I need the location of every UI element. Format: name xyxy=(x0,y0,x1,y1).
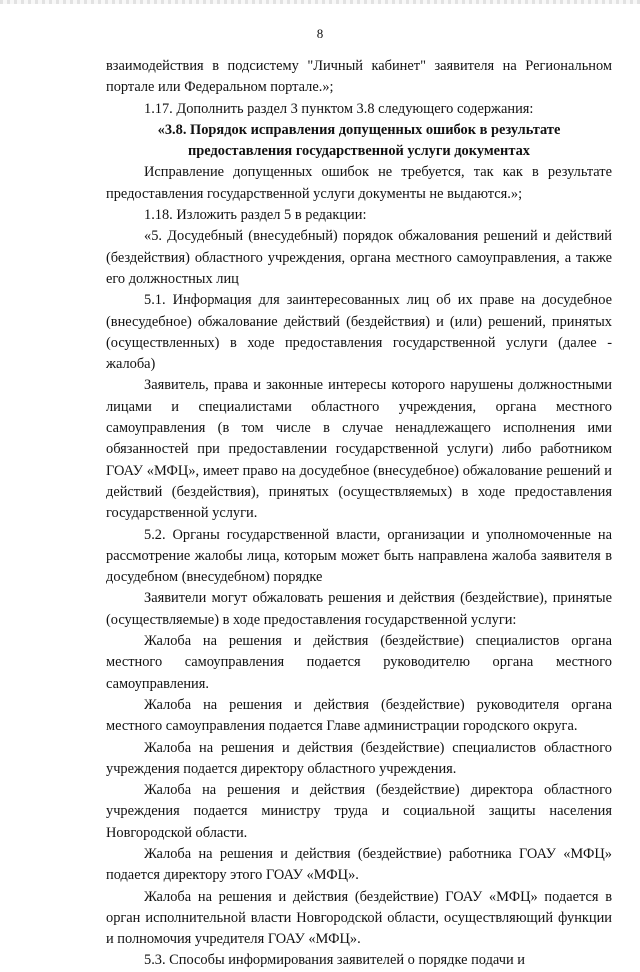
paragraph-item-1-17: 1.17. Дополнить раздел 3 пунктом 3.8 следующего содержания: xyxy=(144,100,534,117)
paragraph-5-2-heading: 5.2. Органы государственной власти, организации и уполномоченные на рассмотрение жалобы лица, которым может быть направлена жалоба заявителя в досудебном (внесудебном) порядке xyxy=(106,526,612,586)
section-heading-5: «5. Досудебный (внесудебный) порядок обжалования решений и действий (бездействия) областного учреждения, органа местного самоуправления, а также его должностных лиц xyxy=(106,228,612,287)
paragraph-5-1-text: Заявитель, права и законные интересы которого нарушены должностными лицами и специалистами областного учреждения, органа местного самоуправления (в том числе в случае ненадлежащего исполнения ими обязанностей при предоставлении государственной услуги) либо работником ГОАУ «МФЦ», имеет право на досудебное (внесудебное) обжалование решений и действий (бездействия), принятых (осуществляемых) в ходе предоставления государственной услуги. xyxy=(106,377,612,522)
scan-edge-artifact xyxy=(0,0,640,4)
paragraph-complaint-1: Жалоба на решения и действия (бездействие) специалистов органа местного самоуправления подается руководителю органа местного самоуправления. xyxy=(106,633,612,692)
paragraph-continuation: взаимодействия в подсистему "Личный кабинет" заявителя на Региональном портале или Федеральном портале.»; xyxy=(106,58,612,96)
paragraph-complaint-4: Жалоба на решения и действия (бездействие) директора областного учреждения подается министру труда и социальной защиты населения Новгородской области. xyxy=(106,782,612,841)
page-number: 8 xyxy=(316,26,324,41)
paragraph-complaint-2: Жалоба на решения и действия (бездействие) руководителя органа местного самоуправления подается Главе администрации городского округа. xyxy=(106,696,612,735)
paragraph-5-3-heading: 5.3. Способы информирования заявителей о порядке подачи и xyxy=(144,952,525,969)
paragraph-complaint-5: Жалоба на решения и действия (бездействие) работника ГОАУ «МФЦ» подается директору этого ГОАУ «МФЦ». xyxy=(106,845,612,884)
section-heading-3-8: «3.8. Порядок исправления допущенных ошибок в результате предоставления государственной услуги документах xyxy=(157,121,561,160)
paragraph-5-1-heading: 5.1. Информация для заинтересованных лиц об их праве на досудебное (внесудебное) обжалование действий (бездействия) и (или) решений, принятых (осуществленных) в ходе предоставления государственной услуги (далее - жалоба) xyxy=(106,292,612,373)
paragraph-complaint-3: Жалоба на решения и действия (бездействие) специалистов областного учреждения подается директору областного учреждения. xyxy=(106,739,612,777)
paragraph-item-1-18: 1.18. Изложить раздел 5 в редакции: xyxy=(144,207,367,224)
paragraph-5-2-text: Заявители могут обжаловать решения и действия (бездействие), принятые (осуществляемые) в ходе предоставления государственной услуги: xyxy=(106,590,612,628)
paragraph-3-8-text: Исправление допущенных ошибок не требуется, так как в результате предоставления государственной услуги документы не выдаются.»; xyxy=(106,164,612,202)
paragraph-complaint-6: Жалоба на решения и действия (бездействие) ГОАУ «МФЦ» подается в орган исполнительной власти Новгородской области, осуществляющий функции и полномочия учредителя ГОАУ «МФЦ». xyxy=(106,888,612,948)
document-body xyxy=(106,56,612,972)
